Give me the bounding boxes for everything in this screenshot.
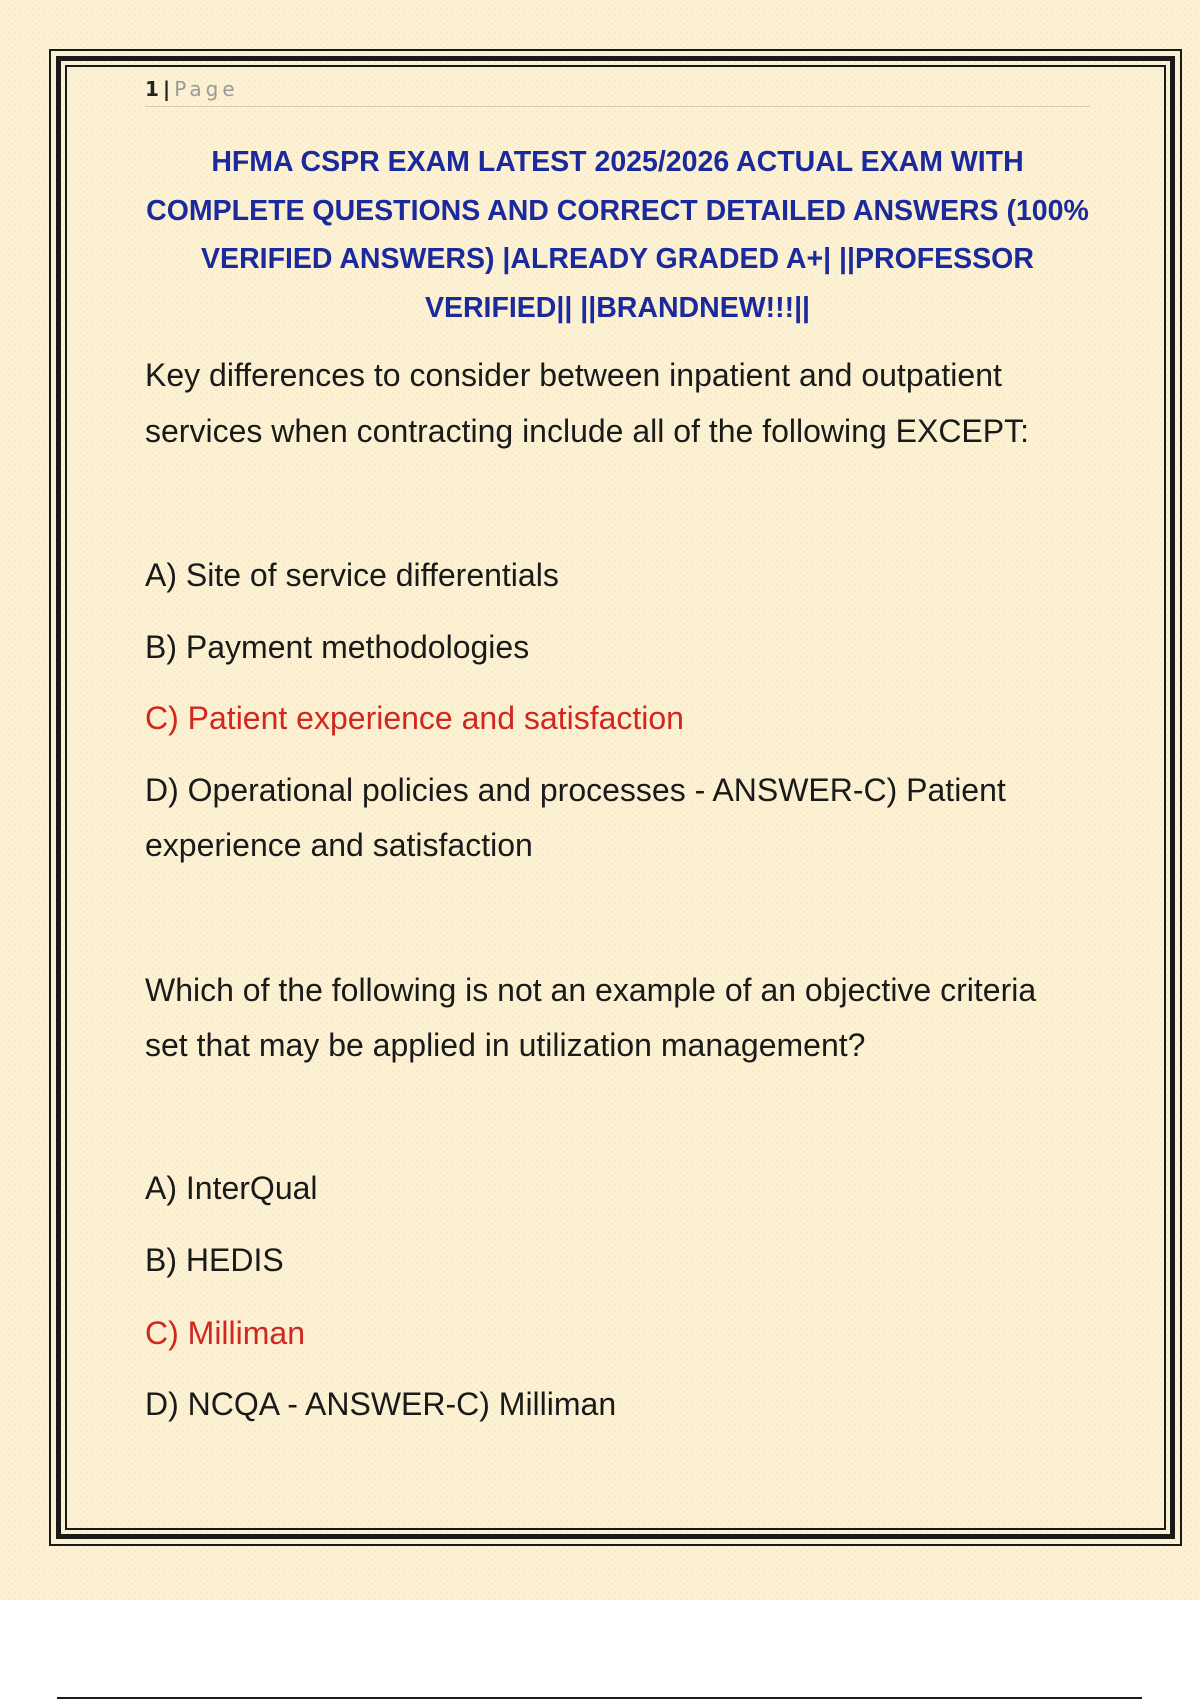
page-number: 1 (145, 77, 159, 101)
question-1-option-a: A) Site of service differentials (145, 557, 559, 593)
question-1-option-b: B) Payment methodologies (145, 629, 530, 665)
question-2-option-b: B) HEDIS (145, 1242, 284, 1278)
question-1-answer-line: D) Operational policies and processes - ANSWER-C) Patient (145, 772, 1006, 808)
document-title (140, 138, 1095, 332)
question-2-option-a: A) InterQual (145, 1170, 318, 1206)
page-word: Page (174, 77, 239, 101)
question-2-answer-line: D) NCQA - ANSWER-C) Milliman (145, 1386, 617, 1422)
page-header (145, 74, 1090, 107)
page-header-separator: | (162, 77, 171, 101)
question-2-stem-line: Which of the following is not an example of an objective criteria (145, 972, 1037, 1008)
question-1-stem-line: Key differences to consider between inpatient and outpatient (145, 357, 1002, 393)
question-2-stem-line: set that may be applied in utilization management? (145, 1027, 866, 1063)
question-1-stem-line: services when contracting include all of the following EXCEPT: (145, 413, 1029, 449)
next-page-border-edge (57, 1697, 1142, 1699)
question-1-option-c-correct: C) Patient experience and satisfaction (145, 700, 684, 736)
question-2-option-c-correct: C) Milliman (145, 1315, 305, 1351)
title-line: HFMA CSPR EXAM LATEST 2025/2026 ACTUAL EXAM WITH (211, 146, 1024, 178)
title-line: VERIFIED ANSWERS) |ALREADY GRADED A+| ||PROFESSOR (201, 243, 1034, 275)
question-1-answer-line: experience and satisfaction (145, 827, 533, 863)
title-line: VERIFIED|| ||BRANDNEW!!!|| (424, 291, 811, 324)
title-line: COMPLETE QUESTIONS AND CORRECT DETAILED ANSWERS (100% (146, 194, 1089, 227)
